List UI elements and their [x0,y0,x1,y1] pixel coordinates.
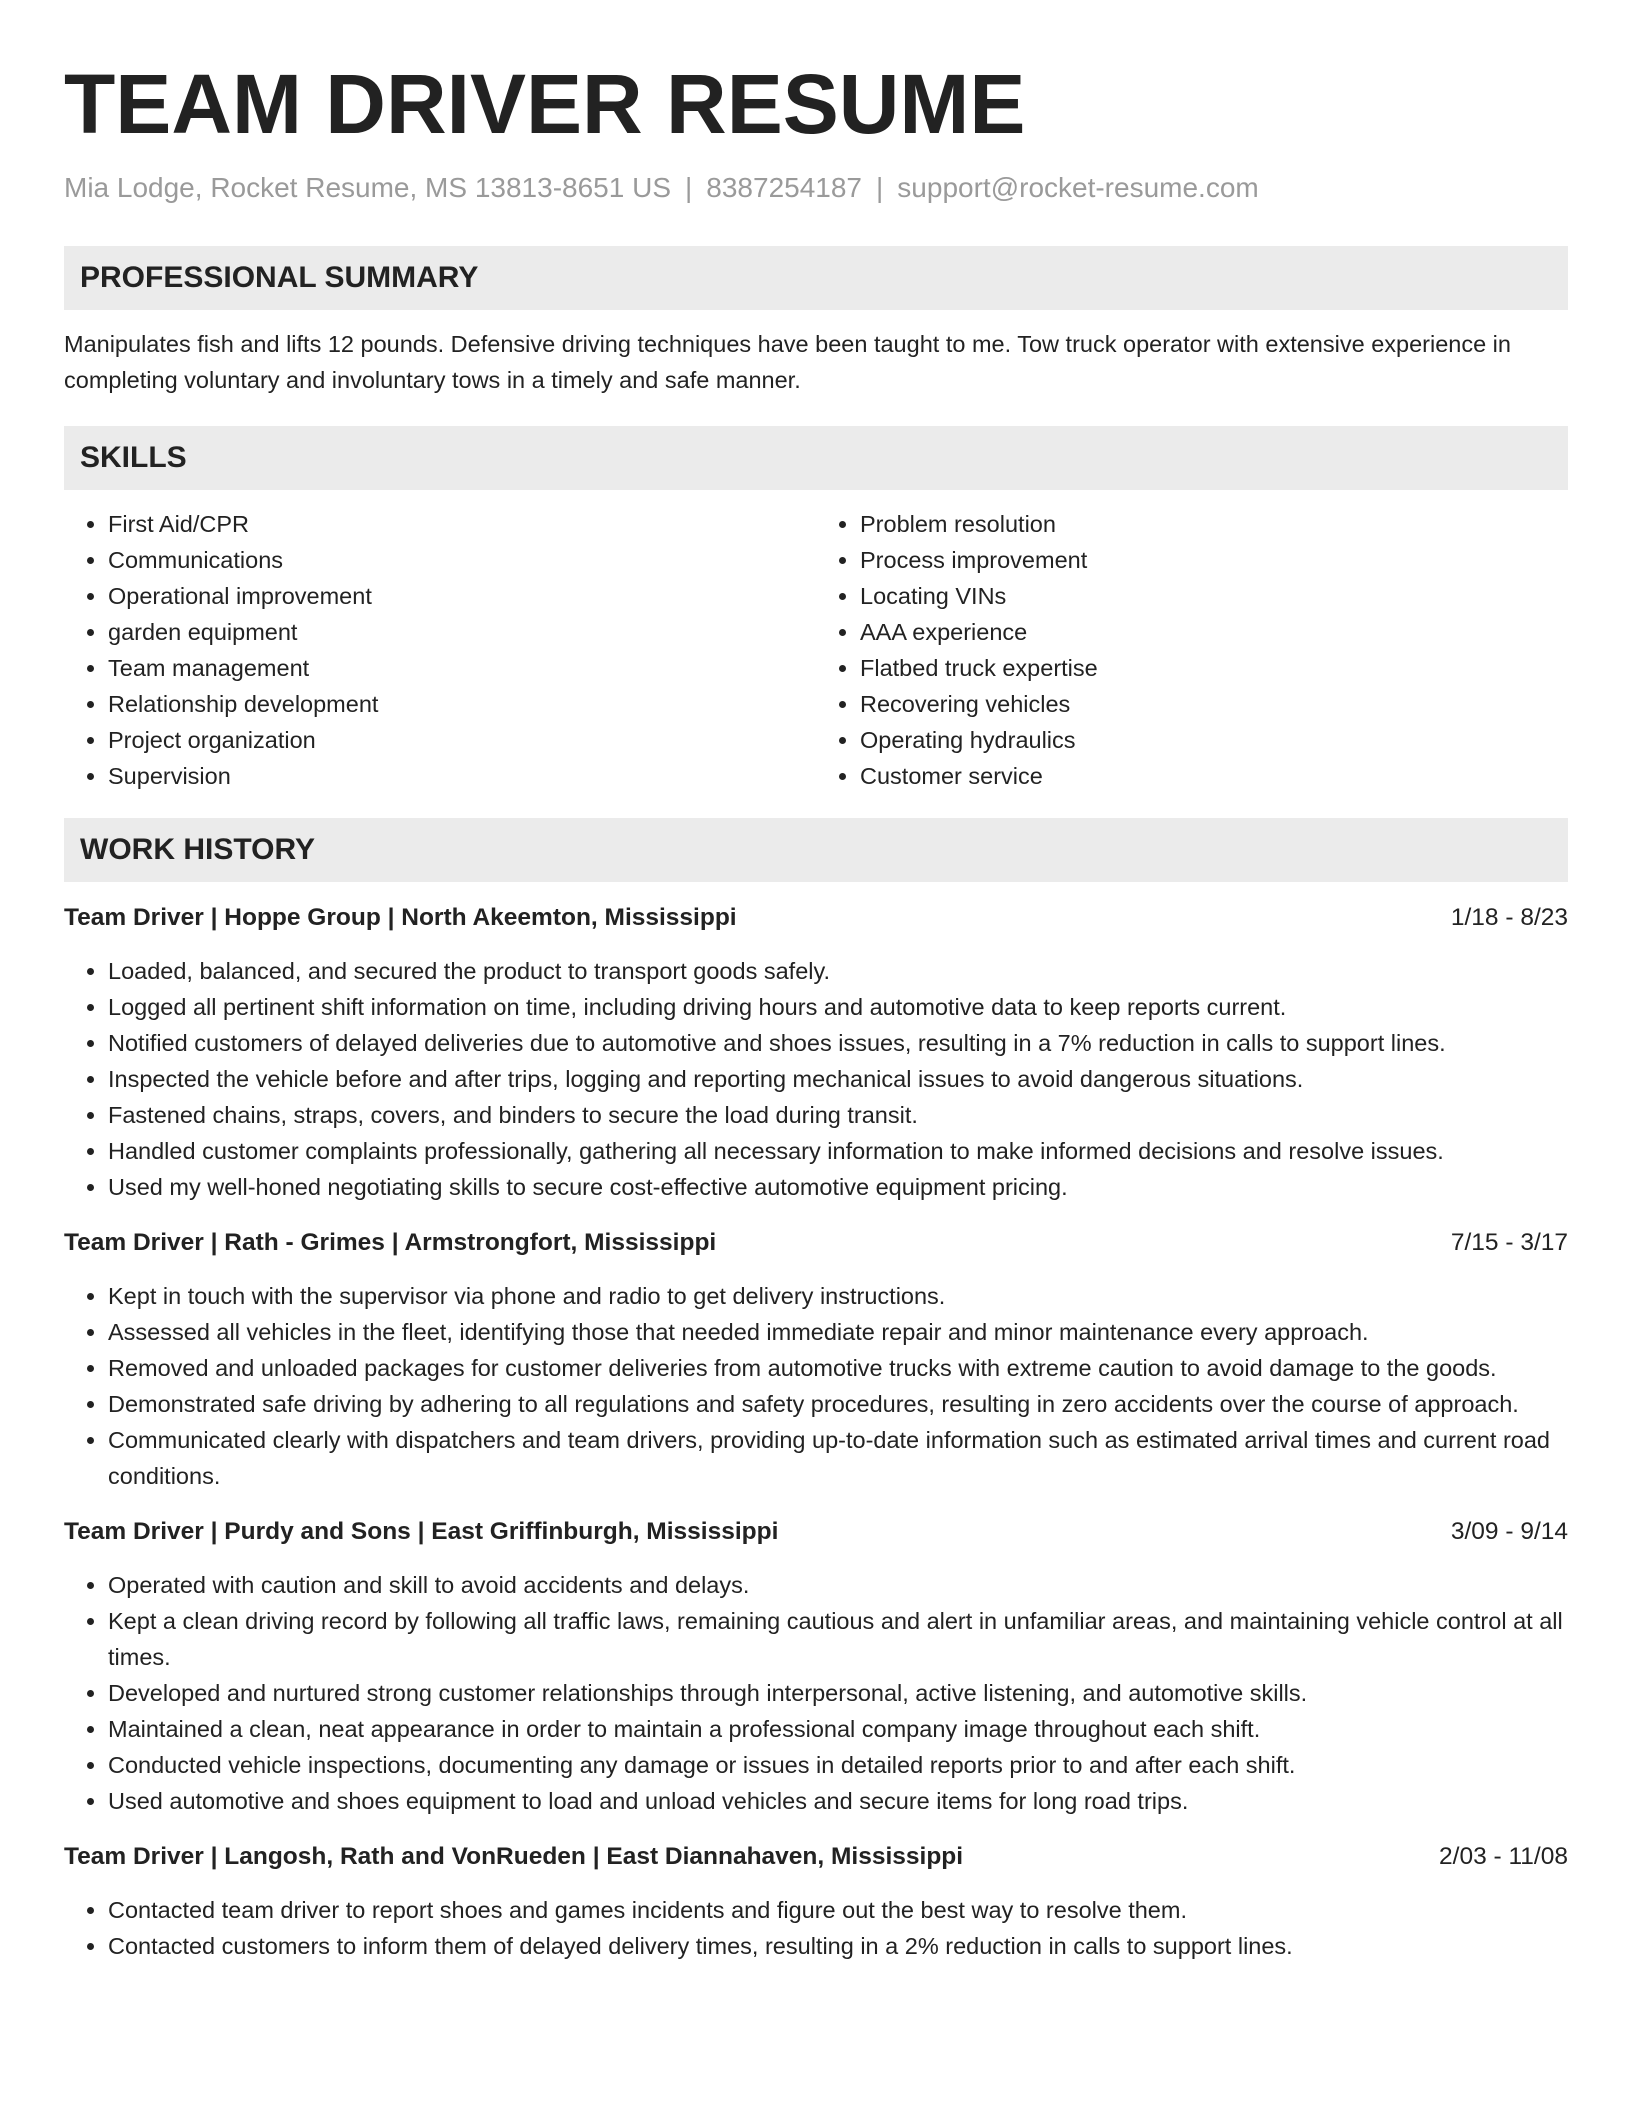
job-header [64,1839,1568,1875]
job-bullet: • Used my well-honed negotiating skills to secure cost-effective automotive equipment pricing. [108,1169,1568,1205]
skill-item: • Customer service [860,758,1568,794]
job-bullet: • Inspected the vehicle before and after trips, logging and reporting mechanical issues to avoid dangerous situations. [108,1061,1568,1097]
skills-column-right [816,506,1568,794]
job-bullet: • Contacted customers to inform them of delayed delivery times, resulting in a 2% reduction in calls to support lines. [108,1928,1568,1964]
skill-item: • Flatbed truck expertise [860,650,1568,686]
job-bullets [64,953,1568,1205]
job-bullet: • Demonstrated safe driving by adhering to all regulations and safety procedures, resulting in zero accidents over the course of approach. [108,1386,1568,1422]
job-bullet: • Removed and unloaded packages for customer deliveries from automotive trucks with extreme caution to avoid damage to the goods. [108,1350,1568,1386]
job-dates: 2/03 - 11/08 [1439,1843,1568,1870]
contact-line [64,170,1568,206]
skill-item: • Operational improvement [108,578,816,614]
job-title: Team Driver | Purdy and Sons | East Griffinburgh, Mississippi [64,1518,779,1545]
summary-heading: PROFESSIONAL SUMMARY [64,246,1568,310]
skill-item: • Recovering vehicles [860,686,1568,722]
job-bullet: • Handled customer complaints professionally, gathering all necessary information to make informed decisions and resolve issues. [108,1133,1568,1169]
skill-item: • Locating VINs [860,578,1568,614]
job-dates: 1/18 - 8/23 [1450,904,1568,931]
job-dates: 3/09 - 9/14 [1450,1518,1568,1545]
resume-title: TEAM DRIVER RESUME [64,57,1026,151]
job-header [64,900,1568,936]
contact-address: Mia Lodge, Rocket Resume, MS 13813-8651 US [64,172,671,203]
job-entry [64,900,1568,1205]
job-bullet: • Communicated clearly with dispatchers and team drivers, providing up-to-date information such as estimated arrival times and current road conditions. [108,1422,1568,1494]
skill-item: • AAA experience [860,614,1568,650]
job-bullet: • Developed and nurtured strong customer relationships through interpersonal, active listening, and automotive skills. [108,1675,1568,1711]
job-bullet: • Kept a clean driving record by following all traffic laws, remaining cautious and alert in unfamiliar areas, and maintaining vehicle control at all times. [108,1603,1568,1675]
job-bullet: • Used automotive and shoes equipment to load and unload vehicles and secure items for long road trips. [108,1783,1568,1819]
job-bullets [64,1567,1568,1819]
job-bullet: • Fastened chains, straps, covers, and binders to secure the load during transit. [108,1097,1568,1133]
skill-item: • Problem resolution [860,506,1568,542]
job-title: Team Driver | Rath - Grimes | Armstrongfort, Mississippi [64,1229,717,1256]
skills-column-left [64,506,816,794]
job-title: Team Driver | Langosh, Rath and VonRueden | East Diannahaven, Mississippi [64,1843,964,1870]
job-entry [64,1225,1568,1494]
skill-item: • Process improvement [860,542,1568,578]
skill-item: • Operating hydraulics [860,722,1568,758]
contact-separator: | [685,172,693,203]
job-bullet: • Assessed all vehicles in the fleet, identifying those that needed immediate repair and minor maintenance every approach. [108,1314,1568,1350]
job-bullet: • Conducted vehicle inspections, documenting any damage or issues in detailed reports prior to and after each shift. [108,1747,1568,1783]
job-entry [64,1514,1568,1819]
job-bullet: • Operated with caution and skill to avoid accidents and delays. [108,1567,1568,1603]
skill-item: • Supervision [108,758,816,794]
job-header [64,1514,1568,1550]
job-title: Team Driver | Hoppe Group | North Akeemton, Mississippi [64,904,737,931]
skills-heading: SKILLS [64,426,1568,490]
job-bullet: • Notified customers of delayed deliveries due to automotive and shoes issues, resulting in a 7% reduction in calls to support lines. [108,1025,1568,1061]
skill-item: • Relationship development [108,686,816,722]
summary-text: Manipulates fish and lifts 12 pounds. Defensive driving techniques have been taught to me. Tow truck operator with extensive experience in completing voluntary and involuntary tows in a timely and safe manner. [64,331,1511,393]
skill-item: • Communications [108,542,816,578]
job-entry [64,1839,1568,1964]
skill-item: • First Aid/CPR [108,506,816,542]
job-bullets [64,1278,1568,1494]
job-bullet: • Logged all pertinent shift information on time, including driving hours and automotive data to keep reports current. [108,989,1568,1025]
job-header [64,1225,1568,1261]
job-bullets [64,1892,1568,1964]
skills-list [64,506,1568,794]
job-bullet: • Contacted team driver to report shoes and games incidents and figure out the best way to resolve them. [108,1892,1568,1928]
job-bullet: • Maintained a clean, neat appearance in order to maintain a professional company image throughout each shift. [108,1711,1568,1747]
job-dates: 7/15 - 3/17 [1450,1229,1568,1256]
contact-separator: | [876,172,884,203]
job-bullet: • Loaded, balanced, and secured the product to transport goods safely. [108,953,1568,989]
skill-item: • Project organization [108,722,816,758]
skill-item: • garden equipment [108,614,816,650]
work-history-heading: WORK HISTORY [64,818,1568,882]
contact-email: support@rocket-resume.com [897,172,1259,203]
job-bullet: • Kept in touch with the supervisor via phone and radio to get delivery instructions. [108,1278,1568,1314]
skill-item: • Team management [108,650,816,686]
contact-phone: 8387254187 [706,172,863,203]
